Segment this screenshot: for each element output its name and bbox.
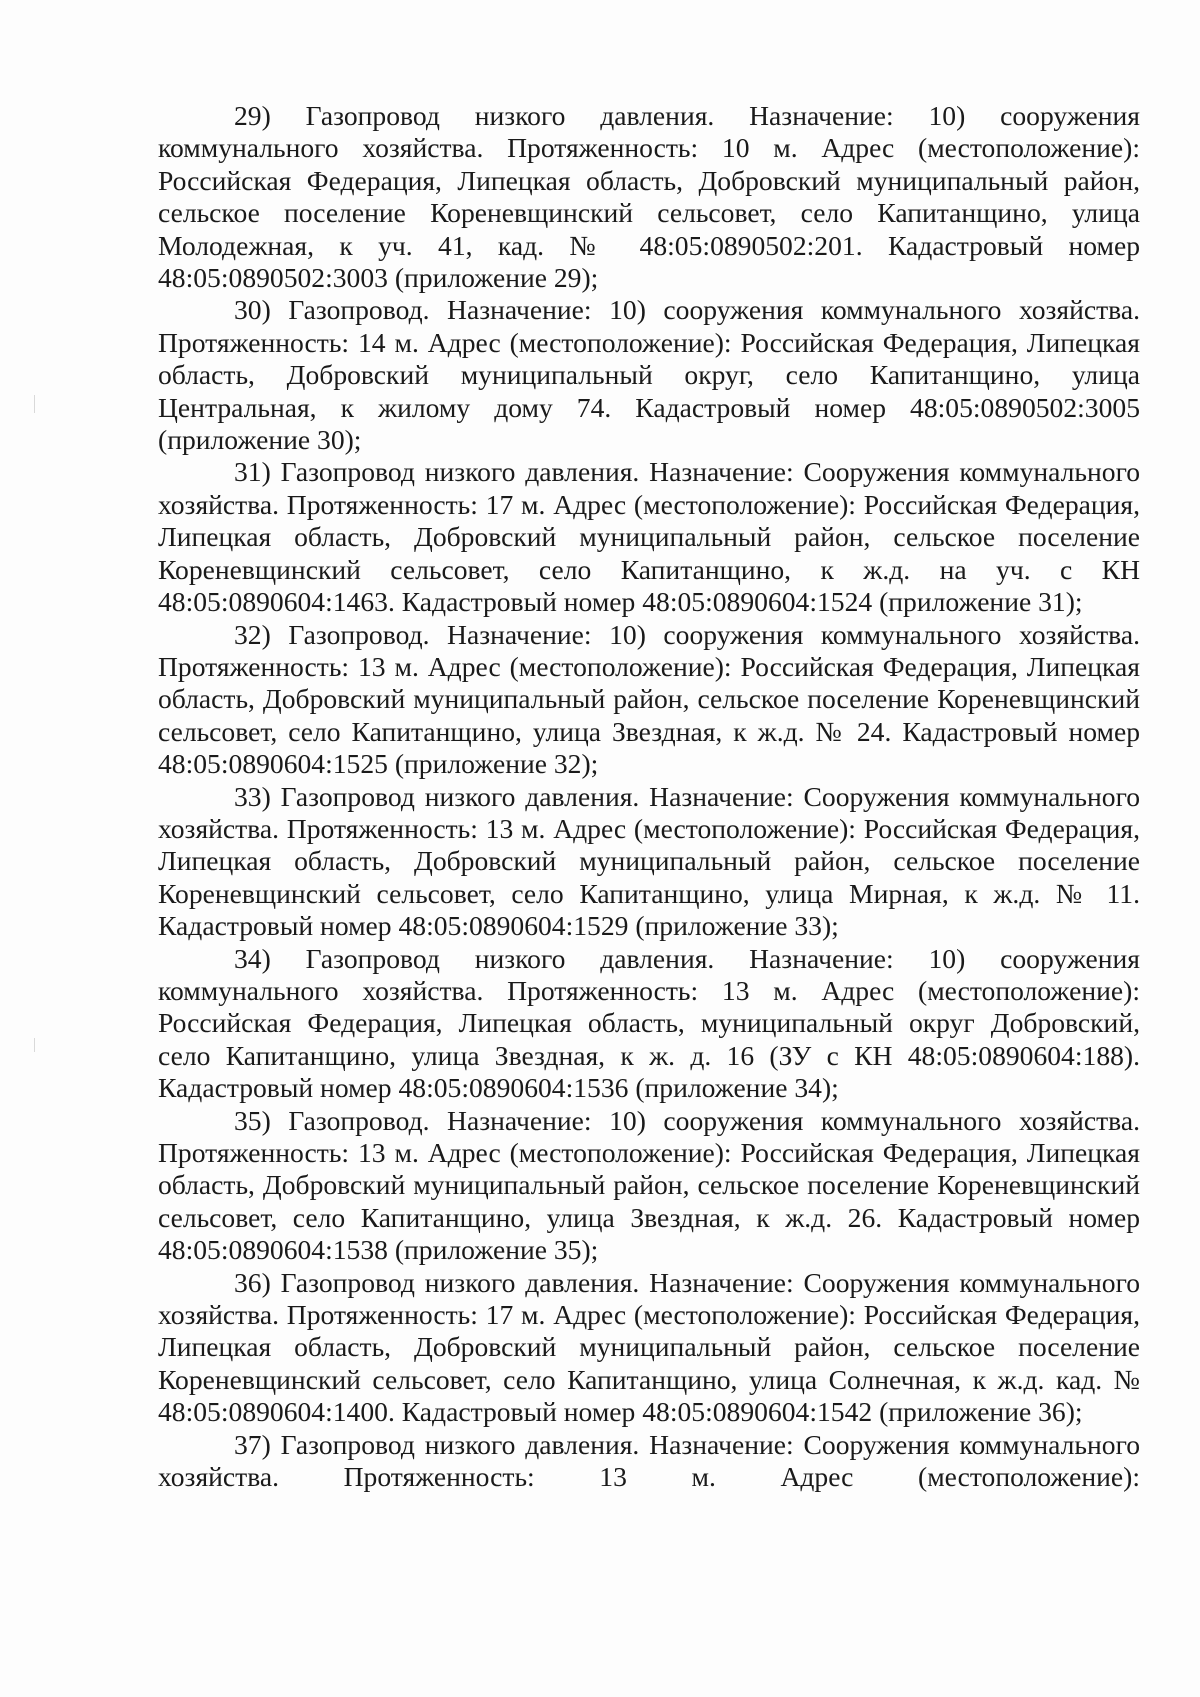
list-item: 33) Газопровод низкого давления. Назначение: Сооружения коммунального хозяйства. Протяженность: 13 м. Адрес (местоположение): Российская Федерация, Липецкая область, Добровский муниципальный район, сельское поселение Кореневщинский сельсовет, село Капитанщино, улица Мирная, к ж.д. № 11. Кадастровый номер 48:05:0890604:1529 (приложение 33); [158, 780, 1140, 942]
document-body [158, 100, 1140, 1493]
list-item: 32) Газопровод. Назначение: 10) сооружения коммунального хозяйства. Протяженность: 13 м. Адрес (местоположение): Российская Федерация, Липецкая область, Добровский муниципальный район, сельское поселение Кореневщинский сельсовет, село Капитанщино, улица Звездная, к ж.д. № 24. Кадастровый номер 48:05:0890604:1525 (приложение 32); [158, 618, 1140, 780]
list-item: 29) Газопровод низкого давления. Назначение: 10) сооружения коммунального хозяйства. Протяженность: 10 м. Адрес (местоположение): Российская Федерация, Липецкая область, Добровский муниципальный район, сельское поселение Кореневщинский сельсовет, село Капитанщино, улица Молодежная, к уч. 41, кад. № 48:05:0890502:201. Кадастровый номер 48:05:0890502:3003 (приложение 29); [158, 100, 1140, 294]
list-item: 35) Газопровод. Назначение: 10) сооружения коммунального хозяйства. Протяженность: 13 м. Адрес (местоположение): Российская Федерация, Липецкая область, Добровский муниципальный район, сельское поселение Кореневщинский сельсовет, село Капитанщино, улица Звездная, к ж.д. 26. Кадастровый номер 48:05:0890604:1538 (приложение 35); [158, 1104, 1140, 1266]
list-item: 37) Газопровод низкого давления. Назначение: Сооружения коммунального хозяйства. Протяженность: 13 м. Адрес (местоположение): [158, 1428, 1140, 1493]
scan-artifact [34, 1038, 35, 1052]
scan-artifact [34, 395, 35, 413]
list-item: 30) Газопровод. Назначение: 10) сооружения коммунального хозяйства. Протяженность: 14 м. Адрес (местоположение): Российская Федерация, Липецкая область, Добровский муниципальный округ, село Капитанщино, улица Центральная, к жилому дому 74. Кадастровый номер 48:05:0890502:3005 (приложение 30); [158, 294, 1140, 456]
list-item: 36) Газопровод низкого давления. Назначение: Сооружения коммунального хозяйства. Протяженность: 17 м. Адрес (местоположение): Российская Федерация, Липецкая область, Добровский муниципальный район, сельское поселение Кореневщинский сельсовет, село Капитанщино, улица Солнечная, к ж.д. кад. № 48:05:0890604:1400. Кадастровый номер 48:05:0890604:1542 (приложение 36); [158, 1266, 1140, 1428]
list-item: 34) Газопровод низкого давления. Назначение: 10) сооружения коммунального хозяйства. Протяженность: 13 м. Адрес (местоположение): Российская Федерация, Липецкая область, муниципальный округ Добровский, село Капитанщино, улица Звездная, к ж. д. 16 (ЗУ с КН 48:05:0890604:188). Кадастровый номер 48:05:0890604:1536 (приложение 34); [158, 942, 1140, 1104]
list-item: 31) Газопровод низкого давления. Назначение: Сооружения коммунального хозяйства. Протяженность: 17 м. Адрес (местоположение): Российская Федерация, Липецкая область, Добровский муниципальный район, сельское поселение Кореневщинский сельсовет, село Капитанщино, к ж.д. на уч. с КН 48:05:0890604:1463. Кадастровый номер 48:05:0890604:1524 (приложение 31); [158, 456, 1140, 618]
